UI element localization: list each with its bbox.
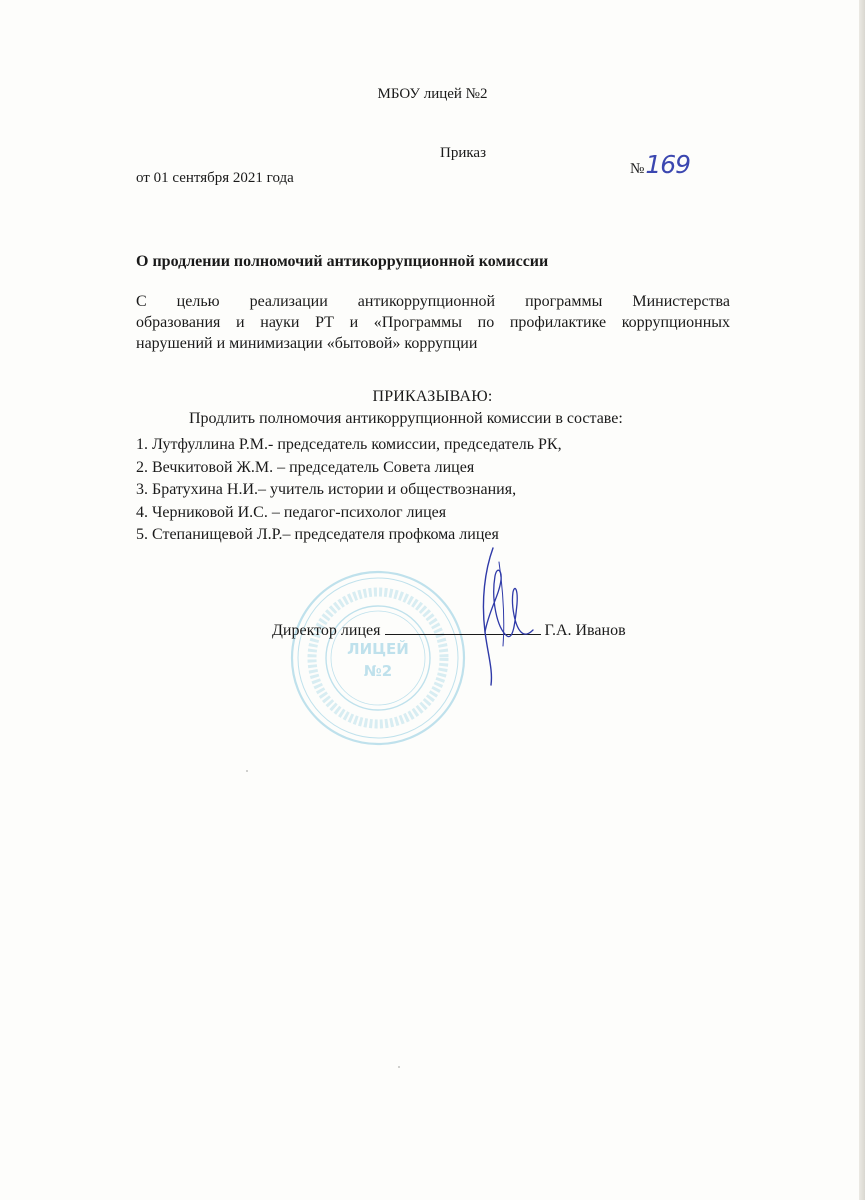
number-prefix: №: [630, 161, 645, 177]
list-item: 5. Степанищевой Л.Р.– председателя профкома лицея: [136, 526, 499, 543]
seal-center-text: ЛИЦЕЙ: [347, 640, 409, 658]
scan-speck: [398, 1066, 400, 1068]
page-edge-shadow: [859, 0, 865, 1200]
document-number: [630, 150, 690, 179]
scan-speck: [246, 770, 248, 772]
official-seal: [288, 568, 468, 748]
organization-name: МБОУ лицей №2: [377, 86, 488, 102]
handwritten-signature: [455, 540, 555, 690]
document-subject: О продлении полномочий антикоррупционной комиссии: [136, 253, 549, 270]
preamble-paragraph: [136, 291, 730, 354]
signature-line: [272, 620, 626, 640]
list-item: 2. Вечкитовой Ж.М. – председатель Совета лицея: [136, 458, 475, 476]
commission-members-list: [136, 434, 562, 547]
preamble-line: нарушений и минимизации «бытовой» коррупции: [136, 335, 478, 352]
order-intro: Продлить полномочия антикоррупционной комиссии в составе:: [189, 410, 623, 427]
document-date: от 01 сентября 2021 года: [136, 170, 294, 186]
preamble-line: образования и науки РТ и «Программы по профилактике коррупционных: [136, 314, 730, 331]
preamble-line: С целью реализации антикоррупционной программы Министерства: [136, 293, 730, 310]
list-item: 4. Черниковой И.С. – педагог-психолог лицея: [136, 503, 447, 521]
handwritten-number: 169: [645, 150, 691, 179]
list-item: 3. Братухина Н.И.– учитель истории и обществознания,: [136, 481, 517, 498]
signer-title: Директор лицея: [272, 622, 381, 639]
seal-number-text: №2: [363, 662, 393, 680]
signer-name: Г.А. Иванов: [544, 622, 626, 639]
document-type: Приказ: [440, 145, 487, 161]
order-heading: ПРИКАЗЫВАЮ:: [372, 388, 493, 405]
list-item: 1. Лутфуллина Р.М.- председатель комиссии, председатель РК,: [136, 436, 562, 453]
